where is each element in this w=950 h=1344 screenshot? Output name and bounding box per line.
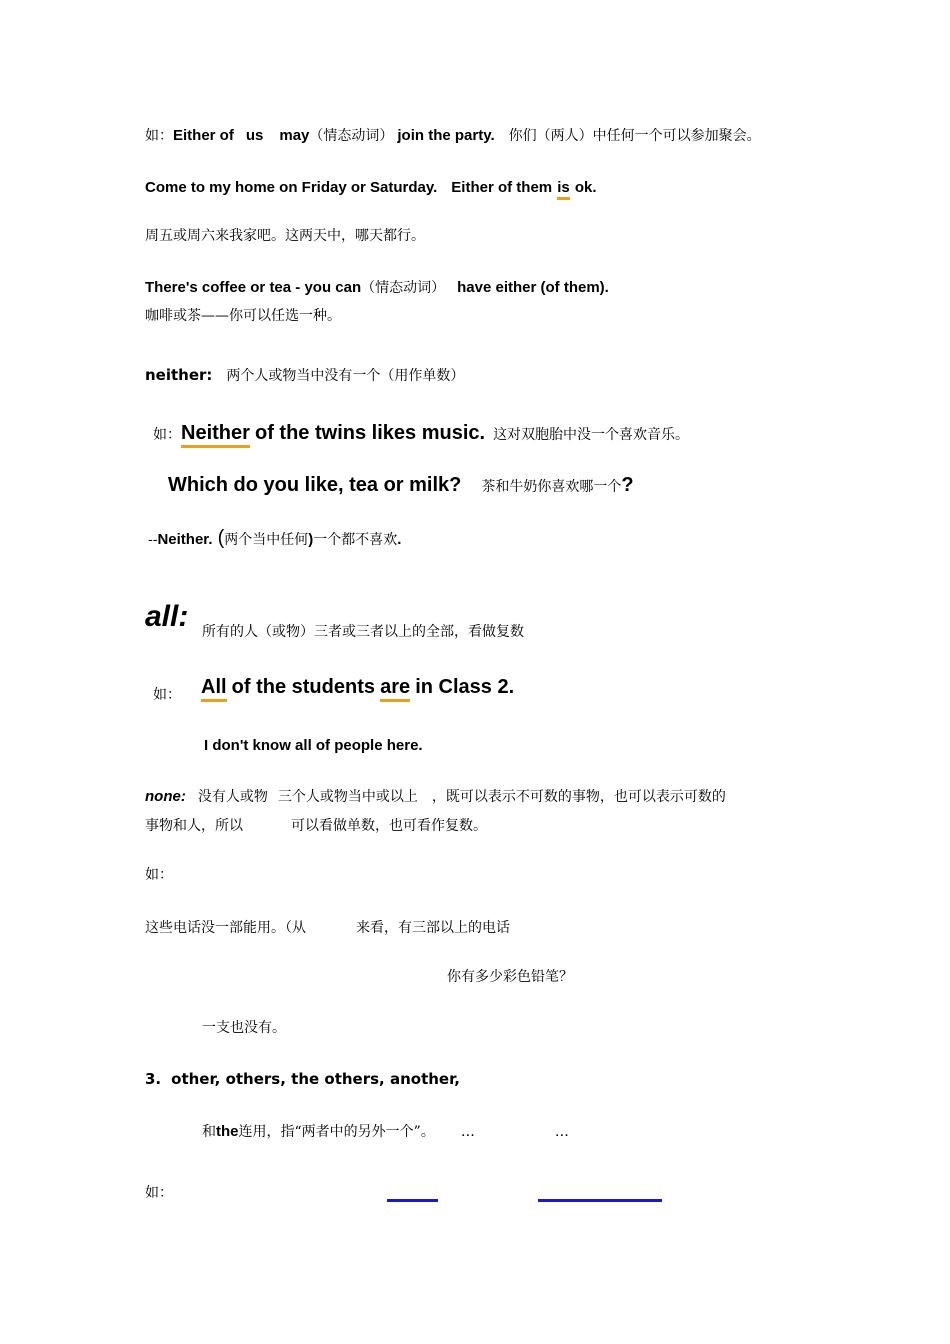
neither-example-2 — [168, 475, 634, 495]
term-all: all: — [145, 600, 189, 633]
english-text: the — [216, 1123, 239, 1140]
english-text: Come to my home on Friday or Saturday. — [145, 179, 438, 196]
either-example-1 — [145, 127, 761, 143]
english-text: in Class 2. — [415, 676, 515, 698]
term-definition: 三个人或物当中或以上 — [277, 789, 418, 805]
term-none: none: — [145, 788, 186, 805]
chinese-translation: 这对双胞胎中没一个喜欢音乐。 — [493, 427, 690, 443]
section-title: other, others, the others, another, — [171, 1070, 460, 1088]
grammar-note: （情态动词） — [309, 128, 394, 144]
chinese-text: 可以看做单数，也可看作复数。 — [291, 818, 487, 834]
all-heading-term — [145, 602, 188, 632]
either-example-2-translation: 周五或周六来我家吧。这两天中，哪天都行。 — [145, 228, 425, 244]
blue-underline — [387, 1199, 438, 1202]
english-text: Which do you like, tea or milk? — [168, 474, 462, 496]
dash: -- — [148, 532, 158, 548]
term-definition: 没有人或物 — [197, 789, 268, 805]
grammar-note: （情态动词） — [361, 280, 446, 296]
example-prefix: 如： — [153, 427, 181, 443]
neither-heading — [145, 367, 464, 383]
none-heading — [145, 788, 726, 804]
english-text: of the twins likes music. — [255, 422, 486, 444]
chinese-translation: 茶和牛奶你喜欢哪一个 — [481, 479, 622, 495]
term-neither: neither: — [145, 366, 213, 384]
phones-example — [145, 919, 510, 935]
chinese-text: 一个都不喜欢 — [313, 532, 398, 548]
english-text: ok. — [574, 179, 597, 196]
english-text: us — [245, 127, 264, 144]
example-prefix: 如： — [153, 687, 181, 703]
chinese-text: 来看，有三部以上的电话 — [356, 920, 510, 936]
english-text: have either (of them). — [457, 279, 609, 296]
the-usage-line — [202, 1123, 569, 1139]
underlined-verb: is — [557, 179, 570, 200]
chinese-text: 事物和人，所以 — [145, 818, 243, 834]
paren-close: ) — [308, 531, 314, 548]
example-prefix: 如： — [145, 1185, 173, 1201]
ellipsis: … — [460, 1124, 475, 1140]
chinese-translation: 你们（两人）中任何一个可以参加聚会。 — [508, 128, 761, 144]
ellipsis: … — [554, 1124, 569, 1140]
term-definition: ，既可以表示不可数的事物，也可以表示可数的 — [431, 789, 726, 805]
section-3-heading — [145, 1071, 460, 1087]
neither-example-1 — [153, 423, 689, 443]
english-text: There's coffee or tea - you can — [145, 279, 362, 296]
none-continuation — [145, 817, 487, 833]
term-definition: 两个人或物当中没有一个（用作单数） — [226, 368, 465, 384]
not-one-answer: 一支也没有。 — [202, 1020, 286, 1036]
underlined-verb: are — [380, 676, 410, 702]
underlined-word: Neither — [181, 422, 250, 448]
english-text: join the party. — [397, 127, 495, 144]
question-mark: ? — [621, 474, 634, 496]
english-text: of the students — [231, 676, 375, 698]
example-prefix: 如： — [145, 867, 173, 883]
blue-underline — [538, 1199, 662, 1202]
all-example-2: I don't know all of people here. — [204, 737, 423, 754]
english-text: Either of them — [451, 179, 553, 196]
all-example-1 — [153, 676, 515, 703]
english-text: Neither. — [157, 531, 213, 548]
chinese-text: 两个当中任何 — [224, 532, 309, 548]
chinese-text: 这些电话没一部能用。（从 — [145, 920, 306, 936]
neither-example-3 — [148, 528, 401, 548]
english-text: Either of — [173, 127, 234, 144]
english-text: may — [279, 127, 310, 144]
section-number: 3. — [145, 1070, 162, 1088]
period: . — [397, 531, 402, 548]
example-prefix: 如： — [145, 128, 173, 144]
either-example-3-translation: 咖啡或茶——你可以任选一种。 — [145, 308, 341, 324]
either-example-3 — [145, 279, 609, 295]
either-example-2 — [145, 179, 597, 195]
pencils-question: 你有多少彩色铅笔？ — [447, 969, 573, 985]
all-heading-definition: 所有的人（或物）三者或三者以上的全部，看做复数 — [202, 624, 524, 640]
chinese-text: 连用，指“两者中的另外一个”。 — [238, 1124, 435, 1140]
underlined-word: All — [201, 676, 227, 702]
chinese-text: 和 — [202, 1124, 216, 1140]
paren-open: ( — [217, 527, 225, 549]
